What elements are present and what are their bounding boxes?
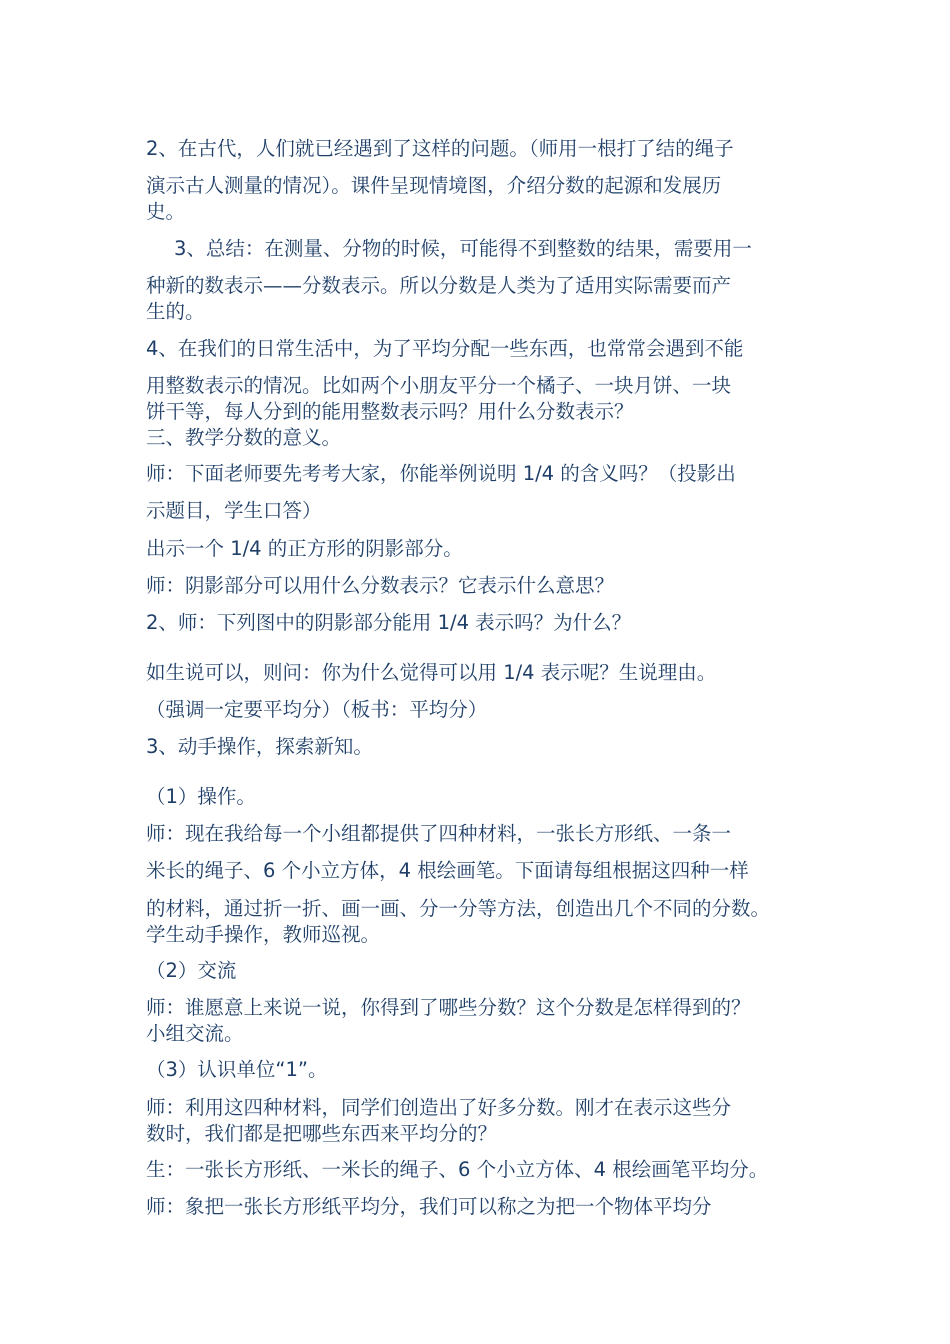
text-line: （2）交流 bbox=[146, 959, 237, 982]
text-line: 2、在古代，人们就已经遇到了这样的问题。（师用一根打了结的绳子 bbox=[146, 137, 734, 160]
text-line: 如生说可以，则问：你为什么觉得可以用 1/4 表示呢？生说理由。 bbox=[146, 661, 717, 684]
section-heading: 三、教学分数的意义。 bbox=[146, 426, 342, 449]
text-line: 的材料，通过折一折、画一画、分一分等方法，创造出几个不同的分数。 bbox=[146, 897, 771, 920]
text-line: 3、动手操作，探索新知。 bbox=[146, 735, 373, 758]
text-line: （3）认识单位“1”。 bbox=[146, 1058, 328, 1081]
text-line: 师：象把一张长方形纸平均分，我们可以称之为把一个物体平均分 bbox=[146, 1195, 712, 1218]
text-line: 示题目，学生口答） bbox=[146, 499, 322, 522]
text-line: （1）操作。 bbox=[146, 785, 256, 808]
text-line: 师：现在我给每一个小组都提供了四种材料，一张长方形纸、一条一 bbox=[146, 822, 732, 845]
text-line: 用整数表示的情况。比如两个小朋友平分一个橘子、一块月饼、一块 bbox=[146, 374, 732, 397]
text-line: 4、在我们的日常生活中，为了平均分配一些东西，也常常会遇到不能 bbox=[146, 337, 744, 360]
text-line: 演示古人测量的情况）。课件呈现情境图，介绍分数的起源和发展历 bbox=[146, 174, 722, 197]
text-line: 师：利用这四种材料，同学们创造出了好多分数。刚才在表示这些分 bbox=[146, 1096, 732, 1119]
text-line: 2、师：下列图中的阴影部分能用 1/4 表示吗？为什么？ bbox=[146, 611, 632, 634]
text-line: 学生动手操作，教师巡视。 bbox=[146, 923, 381, 946]
text-line: 师：阴影部分可以用什么分数表示？它表示什么意思？ bbox=[146, 574, 615, 597]
text-line: 师：谁愿意上来说一说，你得到了哪些分数？这个分数是怎样得到的？ bbox=[146, 996, 751, 1019]
text-line: 米长的绳子、6 个小立方体，4 根绘画笔。下面请每组根据这四种一样 bbox=[146, 859, 749, 882]
text-line: 史。 bbox=[146, 200, 186, 223]
text-line: 种新的数表示——分数表示。所以分数是人类为了适用实际需要而产 bbox=[146, 274, 732, 297]
text-line: 小组交流。 bbox=[146, 1022, 244, 1045]
text-line: 3、总结：在测量、分物的时候，可能得不到整数的结果，需要用一 bbox=[174, 237, 752, 260]
text-line: 数时，我们都是把哪些东西来平均分的？ bbox=[146, 1122, 498, 1145]
text-line: 饼干等，每人分到的能用整数表示吗？用什么分数表示？ bbox=[146, 400, 634, 423]
text-line: 生的。 bbox=[146, 300, 205, 323]
text-line: 出示一个 1/4 的正方形的阴影部分。 bbox=[146, 537, 463, 560]
text-line: 师：下面老师要先考考大家，你能举例说明 1/4 的含义吗？（投影出 bbox=[146, 462, 736, 485]
text-line: 生：一张长方形纸、一米长的绳子、6 个小立方体、4 根绘画笔平均分。 bbox=[146, 1158, 769, 1181]
text-line: （强调一定要平均分）（板书：平均分） bbox=[146, 698, 488, 721]
